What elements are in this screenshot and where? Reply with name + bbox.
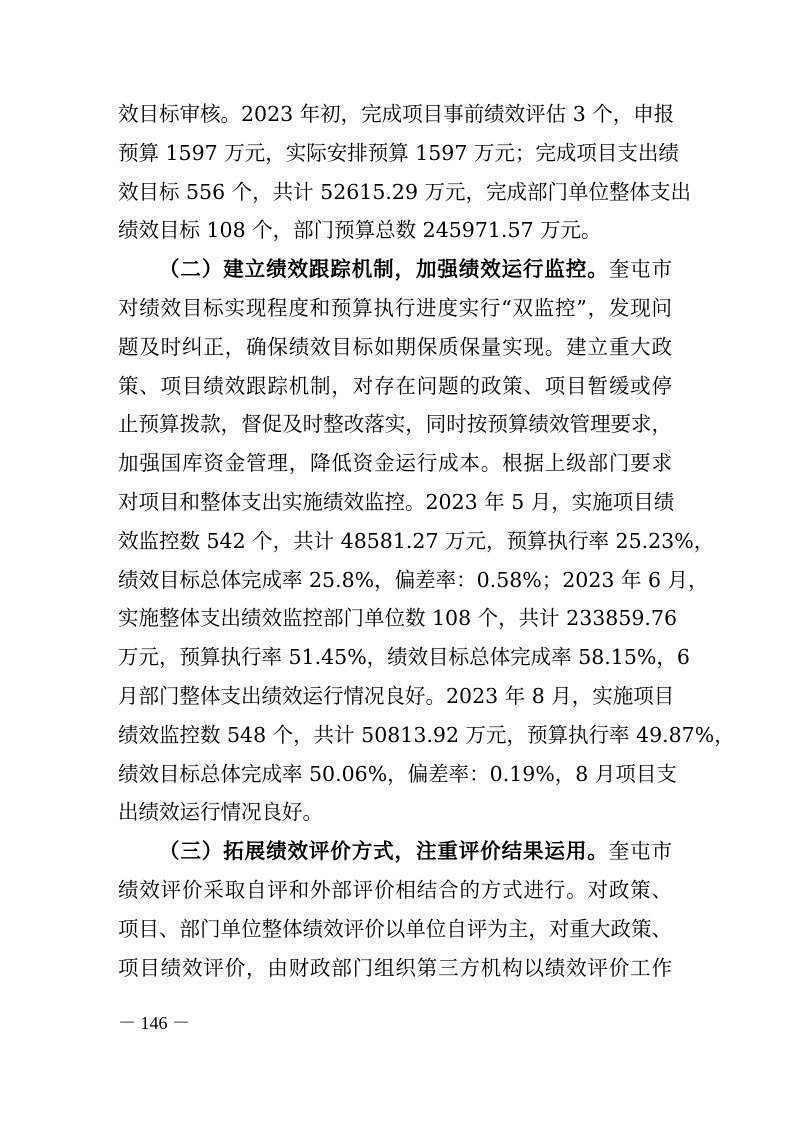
text-line: 预算 1597 万元，实际安排预算 1597 万元；完成项目支出绩 xyxy=(118,140,679,165)
text-line: 出绩效运行情况良好。 xyxy=(118,800,323,825)
text-line: 加强国库资金管理，降低资金运行成本。根据上级部门要求 xyxy=(118,451,672,476)
paragraph-3-first-line xyxy=(118,832,672,871)
text-line: 止预算拨款，督促及时整改落实，同时按预算绩效管理要求， xyxy=(118,412,672,437)
text-line: 绩效评价采取自评和外部评价相结合的方式进行。对政策、 xyxy=(118,877,672,902)
text-line: 效监控数 542 个，共计 48581.27 万元，预算执行率 25.23%， xyxy=(118,528,715,553)
document-page xyxy=(118,95,735,987)
text-line: 效目标 556 个，共计 52615.29 万元，完成部门单位整体支出 xyxy=(118,179,692,204)
text-line: 绩效目标总体完成率 50.06%，偏差率：0.19%，8 月项目支 xyxy=(118,761,677,786)
paragraph-3 xyxy=(118,832,672,987)
paragraph-2 xyxy=(118,250,735,832)
text-line: 绩效目标总体完成率 25.8%，偏差率：0.58%；2023 年 6 月， xyxy=(118,567,709,592)
text-line: 对项目和整体支出实施绩效监控。2023 年 5 月，实施项目绩 xyxy=(118,489,675,514)
section-heading-3: （三）拓展绩效评价方式，注重评价结果运用。 xyxy=(159,839,609,864)
page-number: － 146 － xyxy=(118,1013,190,1033)
text-span: 奎屯市 xyxy=(608,839,673,864)
text-line: 对绩效目标实现程度和预算执行进度实行“双监控”，发现问 xyxy=(118,295,672,320)
text-line: 项目绩效评价，由财政部门组织第三方机构以绩效评价工作 xyxy=(118,955,672,980)
text-line: 项目、部门单位整体绩效评价以单位自评为主，对重大政策、 xyxy=(118,916,672,941)
section-heading-2: （二）建立绩效跟踪机制，加强绩效运行监控。 xyxy=(159,257,609,282)
text-span: 奎屯市 xyxy=(608,257,673,282)
paragraph-2-first-line xyxy=(118,250,672,289)
text-line: 绩效目标 108 个，部门预算总数 245971.57 万元。 xyxy=(118,218,602,243)
text-line: 实施整体支出绩效监控部门单位数 108 个，共计 233859.76 xyxy=(118,606,678,631)
text-line: 月部门整体支出绩效运行情况良好。2023 年 8 月，实施项目 xyxy=(118,683,675,708)
text-line: 绩效监控数 548 个，共计 50813.92 万元，预算执行率 49.87%， xyxy=(118,722,735,747)
paragraph-1 xyxy=(118,95,692,250)
text-line: 效目标审核。2023 年初，完成项目事前绩效评估 3 个，申报 xyxy=(118,102,675,126)
text-line: 万元，预算执行率 51.45%，绩效目标总体完成率 58.15%，6 xyxy=(118,645,690,670)
text-line: 策、项目绩效跟踪机制，对存在问题的政策、项目暂缓或停 xyxy=(118,373,672,398)
text-line: 题及时纠正，确保绩效目标如期保质保量实现。建立重大政 xyxy=(118,334,672,359)
